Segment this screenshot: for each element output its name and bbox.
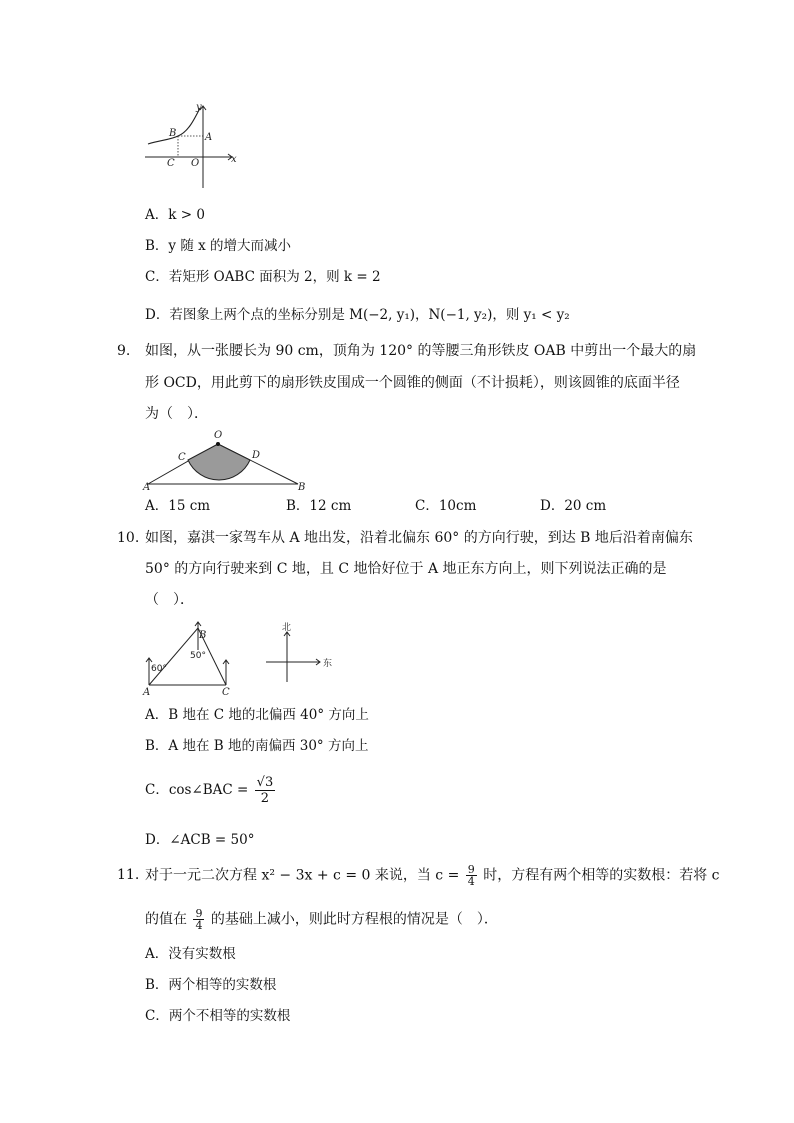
fig8-label-x: x (231, 154, 237, 165)
q8-option-a: A．k > 0 (145, 207, 205, 223)
q11-number: 11. (117, 867, 140, 883)
q11-line1 (145, 864, 720, 887)
fig9-label-C: C (178, 452, 186, 463)
fig9-shaded-sector (188, 444, 250, 480)
fig8-label-y: y (196, 102, 202, 113)
fig8-label-A: A (205, 132, 213, 143)
q11-fraction-2 (193, 908, 204, 931)
q8-option-c: C．若矩形 OABC 面积为 2，则 k = 2 (145, 269, 381, 285)
q9-number: 9. (117, 343, 131, 359)
fig10-east: 东 (323, 659, 333, 669)
q9-option-a: A．15 cm (145, 498, 211, 514)
q8-option-b: B．y 随 x 的增大而减小 (145, 238, 292, 254)
q11-option-c: C．两个不相等的实数根 (145, 1008, 291, 1024)
fig10-label-B: B (199, 630, 207, 641)
q10-option-c-numerator: √3 (256, 775, 274, 790)
q11-option-a: A．没有实数根 (145, 946, 236, 962)
q9-option-c: C．10cm (415, 498, 477, 514)
q11-frac2-den: 4 (195, 919, 203, 932)
q11-option-b: B．两个相等的实数根 (145, 977, 277, 993)
fig9-sector (138, 428, 310, 492)
fig9-label-B: B (298, 482, 306, 492)
q10-option-c-prefix: C．cos∠BAC = (145, 782, 249, 798)
q10-option-d: D．∠ACB = 50° (145, 832, 255, 848)
q10-line1: 如图，嘉淇一家驾车从 A 地出发，沿着北偏东 60° 的方向行驶，到达 B 地后沿着南偏东 (145, 530, 693, 546)
q11-frac2-num: 9 (195, 907, 203, 920)
q11-fraction-1 (466, 864, 477, 887)
fig10-angle50: 50° (190, 651, 206, 661)
q10-option-c-fraction (255, 775, 276, 806)
q9-line3: 为（ ）． (145, 406, 208, 422)
q9-option-d: D．20 cm (540, 498, 607, 514)
q9-line2: 形 OCD，用此剪下的扇形铁皮围成一个圆锥的侧面（不计损耗），则该圆锥的底面半径 (145, 375, 680, 391)
q10-option-c-denominator: 2 (260, 791, 270, 806)
fig9-label-D: D (252, 450, 261, 461)
q11-frac1-num: 9 (467, 863, 475, 876)
fig8-label-C: C (167, 158, 175, 169)
fig10-north: 北 (282, 623, 292, 633)
q8-option-d: D．若图象上两个点的坐标分别是 M(−2, y₁)，N(−1, y₂)，则 y₁ < y₂ (145, 307, 570, 323)
q10-option-a: A．B 地在 C 地的北偏西 40° 方向上 (145, 707, 369, 723)
fig10-label-C: C (222, 687, 230, 698)
q10-option-b: B．A 地在 B 地的南偏西 30° 方向上 (145, 738, 369, 754)
q11-frac1-den: 4 (467, 875, 475, 888)
q11-line2-b: 的基础上减小，则此时方程根的情况是（ ）． (210, 911, 498, 928)
fig8-label-B: B (169, 128, 177, 139)
fig10-direction (140, 620, 340, 698)
fig10-label-A: A (143, 687, 151, 698)
fig9-label-A: A (143, 482, 151, 492)
q10-line3: （ ）． (145, 592, 194, 608)
q11-line1-b: 时，方程有两个相等的实数根：若将 c (483, 867, 720, 884)
q9-line1: 如图，从一张腰长为 90 cm，顶角为 120° 的等腰三角形铁皮 OAB 中剪出一个最大的扇 (145, 343, 697, 359)
fig8-label-O: O (191, 158, 200, 169)
q11-line1-a: 对于一元二次方程 x² − 3x + c = 0 来说，当 c = (145, 867, 460, 884)
q10-number: 10. (117, 530, 140, 546)
q11-line2-a: 的值在 (145, 911, 187, 928)
fig8-graph (140, 100, 240, 192)
fig9-label-O: O (214, 430, 223, 441)
q10-line2: 50° 的方向行驶来到 C 地，且 C 地恰好位于 A 地正东方向上，则下列说法正确的是 (145, 561, 667, 577)
q9-option-b: B．12 cm (286, 498, 352, 514)
fig10-angle60: 60° (151, 664, 167, 674)
q10-option-c (145, 775, 277, 806)
q11-line2 (145, 908, 498, 931)
